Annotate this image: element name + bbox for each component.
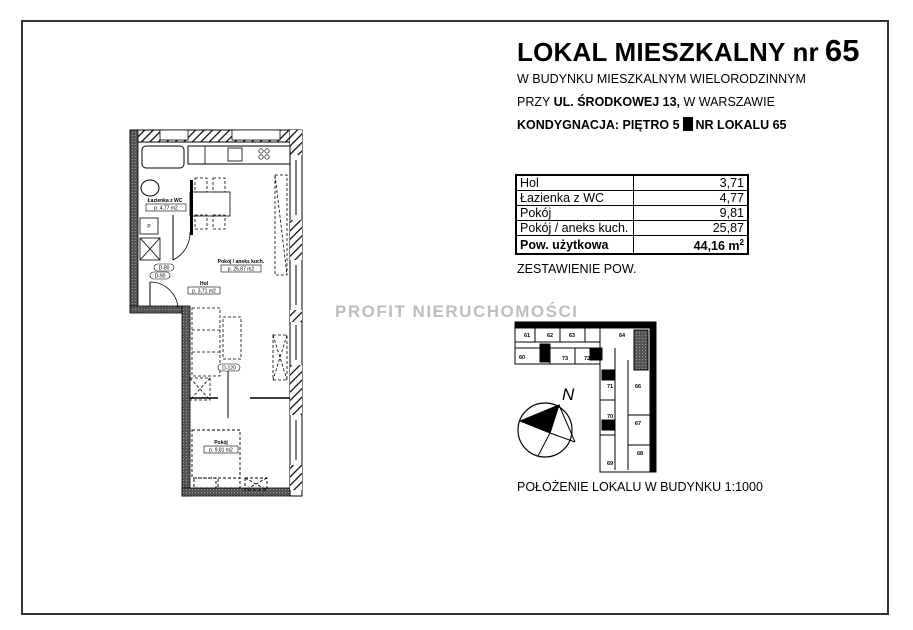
address-prefix: PRZY (517, 95, 554, 109)
room-area-hall: p. 3,71 m2 (192, 288, 216, 295)
total-area (634, 236, 749, 255)
unit-number-key: 69 (606, 461, 614, 467)
table-total-row (516, 236, 748, 255)
area-table (515, 174, 749, 255)
room-area-bathroom: p. 4,77 m2 (154, 205, 178, 212)
room-area: 4,77 (634, 191, 749, 206)
room-name: Pokój / aneks kuch. (516, 221, 634, 236)
unit-number: 65 (824, 33, 860, 68)
room-area: 9,81 (634, 206, 749, 221)
room-label-bedroom: Pokój (214, 440, 228, 446)
room-name: Hol (516, 175, 634, 191)
room-area: 3,71 (634, 175, 749, 191)
table-row (516, 206, 748, 221)
title-text: LOKAL MIESZKALNY nr (517, 37, 819, 67)
subtitle-building: W BUDYNKU MIESZKALNYM WIELORODZINNYM (517, 72, 806, 86)
unit-number-key: 70 (606, 414, 614, 420)
unit-number-key: 64 (618, 333, 626, 339)
kitchenette (188, 146, 290, 164)
door-tag: D-80 (158, 265, 170, 272)
room-area: 25,87 (634, 221, 749, 236)
door-tag: D-120 (222, 365, 236, 372)
address-street: UL. ŚRODKOWEJ 13, (553, 95, 681, 109)
north-arrow-icon (512, 380, 584, 460)
dining-set (190, 178, 230, 229)
room-name: Pokój (516, 206, 634, 221)
address-city: W WARSZAWIE (680, 95, 775, 109)
room-area-living: p. 25,87 m2 (227, 266, 255, 273)
floor-plan (120, 120, 320, 505)
floor-label: KONDYGNACJA: PIĘTRO 5 (517, 118, 680, 132)
subtitle-floor (517, 117, 787, 132)
unit-number-key: 60 (518, 355, 526, 361)
room-name: Łazienka z WC (516, 191, 634, 206)
table-row (516, 221, 748, 236)
unit-number-key: 68 (636, 451, 644, 457)
room-label-bathroom: Łazienka z WC (147, 198, 183, 204)
room-label-living: Pokój / aneks kuch. (217, 259, 265, 265)
area-table-caption: ZESTAWIENIE POW. (517, 262, 637, 276)
unit-number-key: 71 (606, 384, 614, 390)
key-plan-caption: POŁOŻENIE LOKALU W BUDYNKU 1:1000 (517, 480, 763, 494)
table-row (516, 191, 748, 206)
bed (192, 430, 267, 490)
unit-number-key: 62 (546, 333, 554, 339)
fixture-label: P (147, 224, 151, 230)
unit-number-key: 66 (634, 384, 642, 390)
page-title (517, 33, 860, 69)
unit-number-key: 72 (583, 356, 591, 362)
hall-door (150, 282, 178, 308)
total-value: 44,16 m (693, 239, 740, 254)
unit-number-key: 63 (568, 333, 576, 339)
unit-superscript: 2 (739, 238, 744, 247)
room-label-hall: Hol (199, 281, 209, 287)
unit-number-key: 61 (523, 333, 531, 339)
subtitle-address (517, 95, 775, 109)
door-tag: D-90 (154, 273, 166, 280)
unit-number-key: 73 (561, 356, 569, 362)
unit-number-key: 67 (634, 421, 642, 427)
table-row (516, 175, 748, 191)
room-area-bedroom: p. 9,81 m2 (209, 447, 233, 454)
unit-label: NR LOKALU 65 (695, 118, 787, 132)
north-label: N (562, 385, 575, 404)
watermark: PROFIT NIERUCHOMOŚCI (335, 302, 579, 321)
total-label: Pow. użytkowa (516, 236, 634, 255)
separator-block (683, 117, 693, 131)
